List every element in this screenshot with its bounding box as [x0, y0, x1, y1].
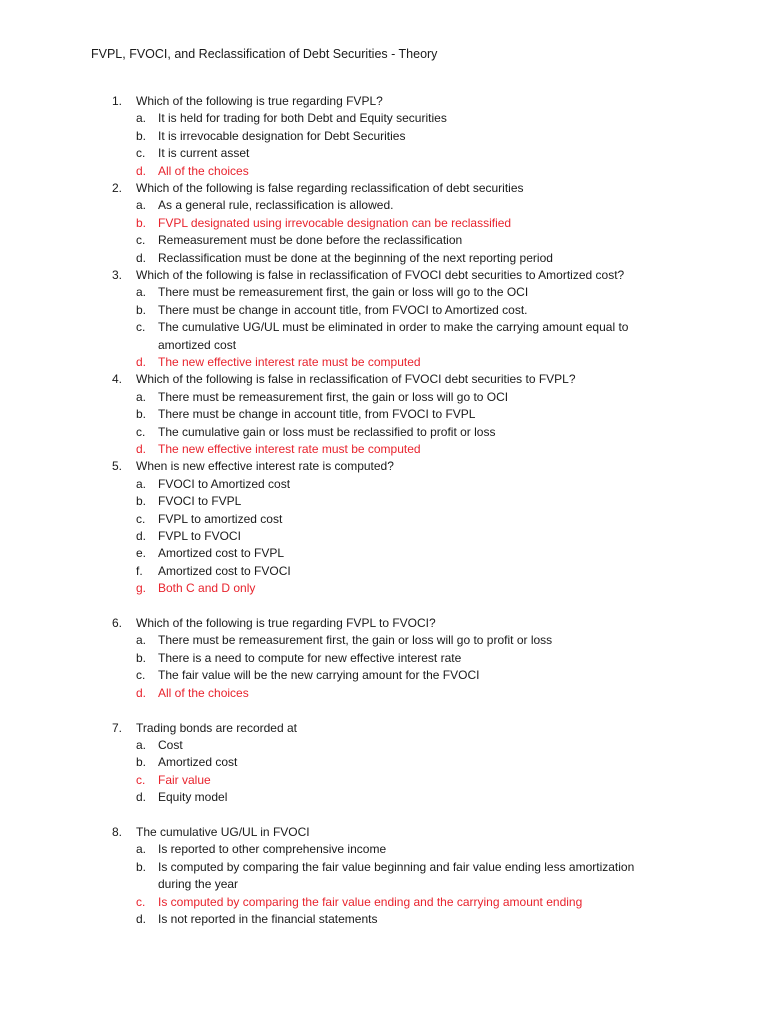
option-text: FVOCI to Amortized cost	[158, 476, 291, 491]
answer-option	[0, 128, 768, 145]
option-text: Both C and D only	[158, 581, 256, 596]
option-letter: a.	[136, 389, 147, 404]
answer-option	[0, 528, 768, 545]
answer-option	[0, 197, 768, 214]
question-number: 8.	[112, 824, 123, 839]
option-letter: g.	[136, 581, 147, 596]
option-text: The new effective interest rate must be computed	[158, 442, 421, 457]
question-stem	[0, 267, 768, 284]
option-letter: c.	[136, 424, 146, 439]
option-text: Is computed by comparing the fair value beginning and fair value ending less amortization during the year	[158, 859, 635, 892]
option-text: It is held for trading for both Debt and Equity securities	[158, 111, 447, 126]
option-text: The cumulative gain or loss must be reclassified to profit or loss	[158, 424, 496, 439]
question-item	[0, 458, 768, 597]
option-letter: c.	[136, 772, 146, 787]
answer-option	[0, 911, 768, 928]
answer-option	[0, 145, 768, 162]
option-letter: a.	[136, 198, 147, 213]
question-text: Trading bonds are recorded at	[136, 720, 297, 735]
option-text: It is current asset	[158, 146, 250, 161]
answer-option	[0, 319, 768, 354]
question-stem	[0, 93, 768, 110]
answer-option-correct	[0, 685, 768, 702]
option-letter: c.	[136, 233, 146, 248]
answer-option	[0, 563, 768, 580]
answer-option	[0, 424, 768, 441]
answer-option	[0, 406, 768, 423]
question-item	[0, 720, 768, 807]
question-spacer	[0, 807, 768, 824]
answer-option-correct	[0, 441, 768, 458]
option-text: Amortized cost	[158, 755, 238, 770]
answer-option-correct	[0, 354, 768, 371]
question-stem	[0, 824, 768, 841]
option-letter: a.	[136, 737, 147, 752]
document-title: FVPL, FVOCI, and Reclassification of Debt Securities - Theory	[91, 47, 438, 61]
answer-option	[0, 110, 768, 127]
question-stem	[0, 720, 768, 737]
question-number: 6.	[112, 616, 123, 631]
option-text: Cost	[158, 737, 183, 752]
option-letter: a.	[136, 842, 147, 857]
option-text: There is a need to compute for new effective interest rate	[158, 650, 462, 665]
option-text: FVPL to FVOCI	[158, 529, 241, 544]
option-letter: f.	[136, 563, 143, 578]
option-text: Remeasurement must be done before the reclassification	[158, 233, 463, 248]
option-letter: c.	[136, 668, 146, 683]
answer-option	[0, 250, 768, 267]
question-text: When is new effective interest rate is computed?	[136, 459, 394, 474]
answer-option	[0, 737, 768, 754]
question-item	[0, 371, 768, 458]
option-letter: b.	[136, 128, 147, 143]
question-number: 5.	[112, 459, 123, 474]
option-text: FVPL designated using irrevocable designation can be reclassified	[158, 215, 512, 230]
answer-option-correct	[0, 163, 768, 180]
option-text: There must be remeasurement first, the gain or loss will go to OCI	[158, 389, 509, 404]
option-letter: b.	[136, 215, 147, 230]
question-item	[0, 267, 768, 371]
option-text: Is reported to other comprehensive income	[158, 842, 387, 857]
option-letter: d.	[136, 163, 147, 178]
option-text: The fair value will be the new carrying amount for the FVOCI	[158, 668, 480, 683]
option-letter: b.	[136, 650, 147, 665]
question-item	[0, 824, 768, 928]
question-text: Which of the following is true regarding FVPL?	[136, 94, 383, 108]
option-text: All of the choices	[158, 685, 249, 700]
option-letter: d.	[136, 529, 147, 544]
option-letter: c.	[136, 320, 146, 335]
question-text: Which of the following is false regarding reclassification of debt securities	[136, 181, 524, 196]
question-list	[0, 93, 768, 928]
option-letter: d.	[136, 911, 147, 926]
option-text: Is not reported in the financial statements	[158, 911, 378, 926]
answer-option	[0, 302, 768, 319]
question-text: The cumulative UG/UL in FVOCI	[136, 824, 310, 839]
question-text: Which of the following is true regarding FVPL to FVOCI?	[136, 616, 436, 631]
option-letter: d.	[136, 442, 147, 457]
question-number: 7.	[112, 720, 123, 735]
question-stem	[0, 180, 768, 197]
answer-option	[0, 511, 768, 528]
answer-option	[0, 284, 768, 301]
question-item	[0, 615, 768, 702]
question-spacer	[0, 702, 768, 719]
option-text: There must be change in account title, from FVOCI to Amortized cost.	[158, 302, 528, 317]
option-letter: a.	[136, 111, 147, 126]
question-number: 3.	[112, 268, 123, 283]
option-text: Amortized cost to FVOCI	[158, 563, 291, 578]
question-item	[0, 93, 768, 180]
option-letter: a.	[136, 285, 147, 300]
question-spacer	[0, 598, 768, 615]
option-text: As a general rule, reclassification is allowed.	[158, 198, 394, 213]
option-text: Equity model	[158, 790, 228, 805]
answer-option	[0, 789, 768, 806]
answer-option-correct	[0, 580, 768, 597]
answer-option	[0, 493, 768, 510]
option-text: Reclassification must be done at the beginning of the next reporting period	[158, 250, 553, 265]
answer-option	[0, 632, 768, 649]
answer-option	[0, 754, 768, 771]
option-letter: d.	[136, 790, 147, 805]
question-item	[0, 180, 768, 267]
option-letter: a.	[136, 633, 147, 648]
answer-option	[0, 859, 768, 894]
answer-option-correct	[0, 772, 768, 789]
option-letter: b.	[136, 302, 147, 317]
option-letter: b.	[136, 859, 147, 874]
option-letter: e.	[136, 546, 147, 561]
option-text: There must be change in account title, from FVOCI to FVPL	[158, 407, 476, 422]
option-letter: c.	[136, 511, 146, 526]
question-number: 2.	[112, 181, 123, 196]
option-letter: d.	[136, 355, 147, 370]
option-text: Amortized cost to FVPL	[158, 546, 285, 561]
option-letter: b.	[136, 755, 147, 770]
question-number: 4.	[112, 372, 123, 387]
question-stem	[0, 371, 768, 388]
answer-option	[0, 389, 768, 406]
option-letter: a.	[136, 476, 147, 491]
option-text: There must be remeasurement first, the gain or loss will go to the OCI	[158, 285, 529, 300]
answer-option	[0, 841, 768, 858]
answer-option-correct	[0, 215, 768, 232]
option-text: Is computed by comparing the fair value ending and the carrying amount ending	[158, 894, 583, 909]
answer-option	[0, 476, 768, 493]
question-number: 1.	[112, 94, 123, 108]
option-text: It is irrevocable designation for Debt Securities	[158, 128, 406, 143]
option-letter: d.	[136, 250, 147, 265]
option-text: There must be remeasurement first, the gain or loss will go to profit or loss	[158, 633, 553, 648]
option-text: Fair value	[158, 772, 211, 787]
option-letter: c.	[136, 146, 146, 161]
question-stem	[0, 615, 768, 632]
answer-option	[0, 545, 768, 562]
option-text: FVOCI to FVPL	[158, 494, 242, 509]
option-text: All of the choices	[158, 163, 249, 178]
option-letter: d.	[136, 685, 147, 700]
option-letter: b.	[136, 407, 147, 422]
option-text: The cumulative UG/UL must be eliminated in order to make the carrying amount equal to amortized cost	[158, 320, 629, 352]
answer-option	[0, 232, 768, 249]
answer-option	[0, 667, 768, 684]
option-text: The new effective interest rate must be computed	[158, 355, 421, 370]
answer-option	[0, 650, 768, 667]
question-stem	[0, 458, 768, 475]
question-text: Which of the following is false in reclassification of FVOCI debt securities to Amortized cost?	[136, 268, 625, 283]
option-letter: c.	[136, 894, 146, 909]
option-text: FVPL to amortized cost	[158, 511, 283, 526]
answer-option-correct	[0, 894, 768, 911]
option-letter: b.	[136, 494, 147, 509]
question-text: Which of the following is false in reclassification of FVOCI debt securities to FVPL?	[136, 372, 576, 387]
